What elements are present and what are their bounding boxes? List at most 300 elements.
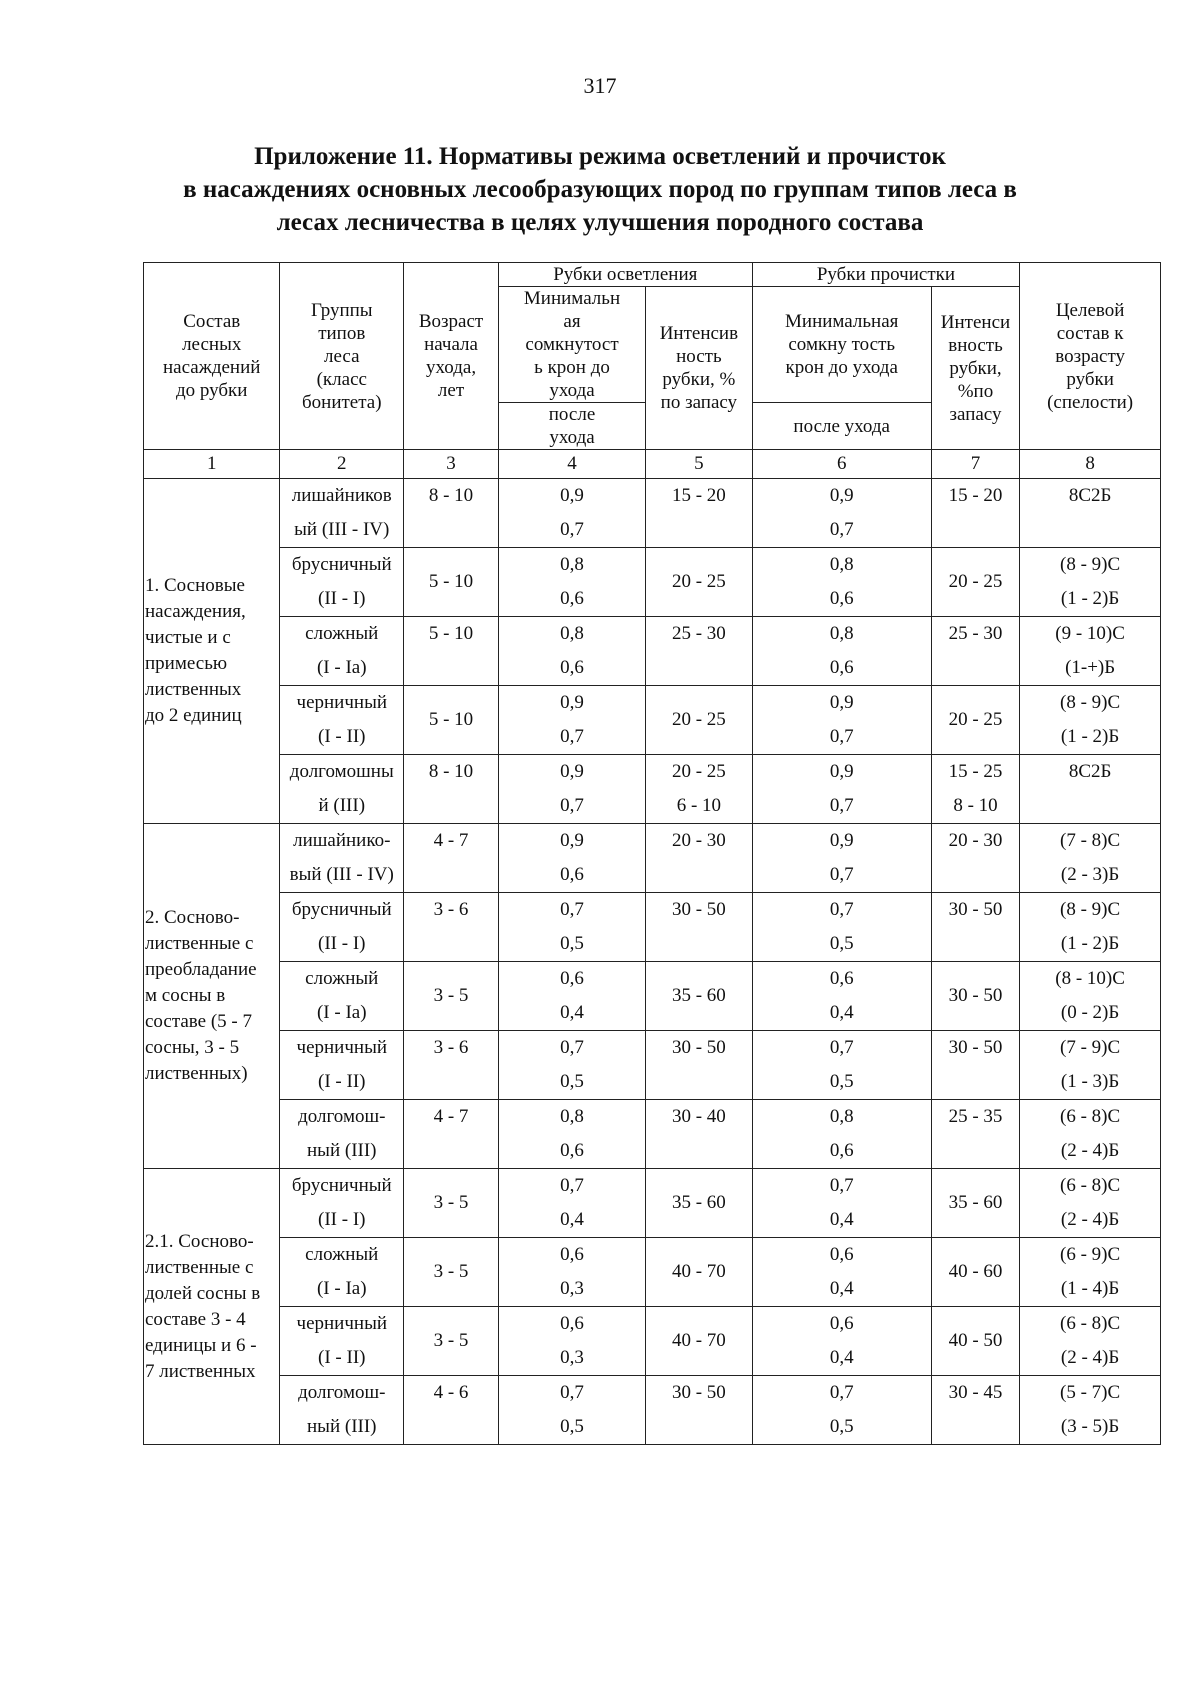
density-before-after-light (498, 755, 645, 824)
group-label-line: чистые и с (145, 627, 231, 648)
density-before-after-clean (752, 479, 931, 548)
density-before-after-light-line: 0,7 (560, 1037, 584, 1058)
target-composition-cell-line (1020, 513, 1160, 547)
age-cell (404, 755, 499, 824)
col-header-density-before-clean: Минимальная сомкну тость крон до ухода (752, 287, 931, 403)
intensity-clean-cell (931, 479, 1019, 548)
title-line: в насаждениях основных лесообразующих пород по группам типов леса в (183, 176, 1017, 203)
target-composition-cell-line: (1 - 4)Б (1060, 1278, 1120, 1299)
age-cell (404, 548, 499, 617)
density-before-after-light-line: 0,9 (560, 485, 584, 506)
col-header-intensity-clean: Интенси вность рубки, %по запасу (931, 287, 1019, 450)
group-label-line: 1. Сосновые (145, 575, 245, 596)
intensity-clean-cell-value: 25 - 30 (948, 623, 1003, 644)
intensity-clean-cell (931, 1031, 1019, 1100)
forest-type-cell-line: (I - Ia) (316, 657, 367, 678)
group-label-line: примесью (145, 653, 228, 674)
intensity-clean-cell-value: 30 - 50 (948, 1037, 1003, 1058)
forest-type-cell (280, 893, 404, 962)
density-before-after-light-line: 0,6 (560, 657, 584, 678)
forest-type-cell-line: долгомошны (289, 761, 394, 782)
target-composition-cell-line: (8 - 9)С (1060, 554, 1121, 575)
table-row (144, 686, 1161, 755)
intensity-light-cell-value: 30 - 50 (671, 899, 726, 920)
document-title (150, 140, 1050, 239)
target-composition-cell (1020, 1307, 1161, 1376)
density-before-after-light-line: 0,9 (560, 761, 584, 782)
target-composition-cell-line: (3 - 5)Б (1060, 1416, 1120, 1437)
col-header-cleaning-cutting: Рубки прочистки (752, 263, 1020, 287)
forest-type-cell-line: ный (III) (307, 1140, 377, 1161)
age-cell-value: 3 - 5 (433, 1330, 469, 1351)
age-cell (404, 1031, 499, 1100)
intensity-clean-cell (931, 1307, 1019, 1376)
forest-type-cell-line: сложный (305, 623, 379, 644)
group-label-line: лиственные с (145, 933, 254, 954)
density-before-after-light-line: 0,9 (560, 830, 584, 851)
density-before-after-light (498, 824, 645, 893)
target-composition-cell-line: (2 - 3)Б (1060, 864, 1120, 885)
target-composition-cell (1020, 617, 1161, 686)
intensity-clean-cell-value: 20 - 25 (948, 709, 1003, 730)
density-before-after-light-line: 0,6 (560, 864, 584, 885)
target-composition-cell-line: (8 - 10)С (1055, 968, 1125, 989)
intensity-clean-cell-value: 40 - 50 (948, 1330, 1003, 1351)
table-row (144, 1307, 1161, 1376)
intensity-light-cell (646, 1100, 753, 1169)
density-before-after-clean (752, 1238, 931, 1307)
intensity-light-cell-value: 40 - 70 (671, 1261, 726, 1282)
density-before-after-clean-line: 0,7 (829, 726, 854, 747)
density-before-after-light-line: 0,6 (560, 1313, 584, 1334)
intensity-light-cell-value: 40 - 70 (671, 1330, 726, 1351)
intensity-clean-cell-line: 15 - 25 (948, 761, 1003, 782)
intensity-clean-cell-value: 30 - 50 (948, 899, 1003, 920)
density-before-after-clean-line: 0,6 (829, 657, 854, 678)
target-composition-cell (1020, 548, 1161, 617)
col-header-density-after-clean: после ухода (752, 403, 931, 450)
target-composition-cell (1020, 824, 1161, 893)
density-before-after-light-line: 0,7 (560, 795, 584, 816)
forest-type-cell (280, 548, 404, 617)
forest-type-cell-line: сложный (305, 1244, 379, 1265)
density-before-after-light-line: 0,7 (560, 1382, 584, 1403)
target-composition-cell-line: (7 - 9)С (1060, 1037, 1121, 1058)
forest-type-cell-line: брусничный (291, 554, 392, 575)
intensity-light-cell (646, 1169, 753, 1238)
forest-type-cell-line: (II - I) (318, 1209, 366, 1230)
age-cell (404, 893, 499, 962)
density-before-after-clean-line: 0,6 (829, 968, 854, 989)
group-label-line: сосны, 3 - 5 (145, 1037, 240, 1058)
density-before-after-clean (752, 1307, 931, 1376)
target-composition-cell (1020, 962, 1161, 1031)
intensity-light-cell (646, 686, 753, 755)
intensity-clean-cell-value: 35 - 60 (948, 1192, 1003, 1213)
group-label-line: 2.1. Сосново- (145, 1230, 254, 1252)
density-before-after-light-line: 0,8 (560, 554, 584, 575)
density-before-after-light-line: 0,5 (560, 1416, 584, 1437)
density-before-after-clean-line: 0,7 (829, 1175, 854, 1196)
forest-type-cell (280, 962, 404, 1031)
table-row (144, 1376, 1161, 1445)
col-number: 1 (144, 450, 280, 479)
age-cell-value: 3 - 6 (433, 899, 469, 920)
target-composition-cell-line: (8 - 9)С (1060, 899, 1121, 920)
forest-type-cell-line: ный (III) (307, 1416, 377, 1437)
col-header-composition: Состав лесных насаждений до рубки (144, 263, 280, 450)
age-cell (404, 1238, 499, 1307)
age-cell (404, 824, 499, 893)
density-before-after-light-line: 0,4 (560, 1002, 584, 1023)
intensity-light-cell-value: 20 - 30 (671, 830, 726, 851)
density-before-after-clean (752, 1169, 931, 1238)
density-before-after-light-line: 0,8 (560, 623, 584, 644)
density-before-after-clean (752, 1100, 931, 1169)
density-before-after-clean (752, 755, 931, 824)
intensity-clean-cell (931, 1238, 1019, 1307)
age-cell-value: 5 - 10 (428, 623, 474, 644)
title-line: лесах лесничества в целях улучшения породного состава (276, 209, 924, 236)
density-before-after-light-line: 0,3 (560, 1347, 584, 1368)
age-cell (404, 479, 499, 548)
col-number: 8 (1020, 450, 1161, 479)
table-row (144, 755, 1161, 824)
intensity-light-cell (646, 1238, 753, 1307)
age-cell (404, 1100, 499, 1169)
col-number: 3 (404, 450, 499, 479)
age-cell (404, 1307, 499, 1376)
intensity-light-cell-value: 30 - 50 (671, 1037, 726, 1058)
forest-type-cell (280, 1238, 404, 1307)
col-header-density-before-light: Минимальн ая сомкнутост ь крон до ухода (498, 287, 645, 403)
col-header-target: Целевой состав к возрасту рубки (спелости) (1020, 263, 1161, 450)
intensity-light-cell-value: 25 - 30 (671, 623, 726, 644)
density-before-after-clean (752, 548, 931, 617)
col-header-forest-type: Группы типов леса (класс бонитета) (280, 263, 404, 450)
density-before-after-clean-line: 0,6 (829, 1313, 854, 1334)
age-cell-value: 4 - 7 (433, 1106, 469, 1127)
forest-type-cell-line: (I - II) (318, 1071, 366, 1092)
target-composition-cell (1020, 1169, 1161, 1238)
forest-type-cell (280, 1031, 404, 1100)
forest-type-cell-line: й (III) (318, 795, 366, 816)
target-composition-cell-line: (7 - 8)С (1060, 830, 1121, 851)
density-before-after-light-line: 0,6 (560, 1244, 584, 1265)
age-cell (404, 1169, 499, 1238)
forest-type-cell (280, 824, 404, 893)
density-before-after-clean-line: 0,4 (829, 1278, 854, 1299)
target-composition-cell (1020, 686, 1161, 755)
age-cell-value: 8 - 10 (428, 485, 474, 506)
intensity-clean-cell (931, 548, 1019, 617)
intensity-light-cell (646, 962, 753, 1031)
col-header-age: Возраст начала ухода, лет (404, 263, 499, 450)
intensity-light-cell-value: 30 - 50 (671, 1382, 726, 1403)
target-composition-cell-line: (5 - 7)С (1060, 1382, 1121, 1403)
intensity-clean-cell (931, 617, 1019, 686)
intensity-clean-cell-value: 20 - 30 (948, 830, 1003, 851)
density-before-after-light (498, 1169, 645, 1238)
density-before-after-light (498, 548, 645, 617)
age-cell-value: 3 - 6 (433, 1037, 469, 1058)
intensity-light-cell-value: 20 - 25 (671, 709, 726, 730)
density-before-after-light-line: 0,5 (560, 933, 584, 954)
norms-table (143, 262, 1161, 1445)
table-body (144, 479, 1161, 1445)
forest-type-cell-line: долгомош- (298, 1382, 386, 1403)
density-before-after-light (498, 617, 645, 686)
density-before-after-light (498, 1307, 645, 1376)
target-composition-cell-line (1020, 789, 1160, 823)
intensity-light-cell-line: 20 - 25 (671, 761, 726, 782)
density-before-after-light (498, 893, 645, 962)
intensity-clean-cell-line: 8 - 10 (953, 795, 998, 816)
density-before-after-clean-line: 0,6 (829, 588, 854, 609)
forest-type-cell-line: лишайнико- (293, 830, 391, 851)
density-before-after-light-line: 0,6 (560, 1140, 584, 1161)
table-row (144, 1238, 1161, 1307)
density-before-after-light (498, 686, 645, 755)
target-composition-cell (1020, 755, 1161, 824)
forest-type-cell (280, 1376, 404, 1445)
intensity-light-cell (646, 824, 753, 893)
group-label-line: м сосны в (145, 985, 226, 1006)
density-before-after-clean-line: 0,4 (829, 1002, 854, 1023)
density-before-after-clean (752, 617, 931, 686)
col-header-light-cutting: Рубки осветления (498, 263, 752, 287)
group-label-line: составе (5 - 7 (145, 1011, 253, 1032)
density-before-after-light-line: 0,6 (560, 588, 584, 609)
age-cell-value: 3 - 5 (433, 1192, 469, 1213)
density-before-after-light-line: 0,7 (560, 899, 584, 920)
intensity-clean-cell (931, 1100, 1019, 1169)
forest-type-cell-line: вый (III - IV) (289, 864, 394, 885)
target-composition-cell-line: (6 - 9)С (1060, 1244, 1121, 1265)
forest-type-cell-line: (II - I) (318, 588, 366, 609)
table-row (144, 1169, 1161, 1238)
age-cell (404, 962, 499, 1031)
age-cell-value: 4 - 6 (433, 1382, 469, 1403)
forest-type-cell-line: брусничный (291, 899, 392, 920)
age-cell-value: 5 - 10 (428, 571, 474, 592)
target-composition-cell-line: (1 - 2)Б (1060, 726, 1120, 747)
group-label-line: насаждения, (145, 601, 246, 622)
table-row (144, 548, 1161, 617)
density-before-after-clean (752, 1031, 931, 1100)
intensity-light-cell-value: 30 - 40 (671, 1106, 726, 1127)
age-cell-value: 8 - 10 (428, 761, 474, 782)
target-composition-cell-line: (0 - 2)Б (1060, 1002, 1120, 1023)
target-composition-cell-line: (6 - 8)С (1060, 1106, 1121, 1127)
age-cell-value: 5 - 10 (428, 709, 474, 730)
target-composition-cell (1020, 1376, 1161, 1445)
group-label-line: до 2 единиц (145, 705, 242, 726)
forest-type-cell (280, 479, 404, 548)
forest-type-cell-line: (I - Ia) (316, 1002, 367, 1023)
density-before-after-clean-line: 0,4 (829, 1209, 854, 1230)
density-before-after-clean-line: 0,9 (829, 692, 854, 713)
intensity-light-cell (646, 617, 753, 686)
intensity-light-cell (646, 1031, 753, 1100)
intensity-light-cell (646, 479, 753, 548)
density-before-after-clean-line: 0,5 (829, 1071, 854, 1092)
intensity-light-cell-value: 35 - 60 (671, 985, 726, 1006)
target-composition-cell-line: 8С2Б (1068, 761, 1112, 782)
intensity-light-cell-value: 35 - 60 (671, 1192, 726, 1213)
intensity-clean-cell (931, 686, 1019, 755)
intensity-light-cell (646, 1376, 753, 1445)
table-row (144, 1031, 1161, 1100)
target-composition-cell (1020, 1100, 1161, 1169)
density-before-after-clean-line: 0,7 (829, 519, 854, 540)
density-before-after-clean-line: 0,7 (829, 864, 854, 885)
table-row (144, 893, 1161, 962)
density-before-after-light-line: 0,7 (560, 726, 584, 747)
forest-type-cell-line: (I - Ia) (316, 1278, 367, 1299)
forest-type-cell-line: ый (III - IV) (294, 519, 390, 540)
forest-type-cell (280, 1307, 404, 1376)
intensity-clean-cell (931, 824, 1019, 893)
density-before-after-light-line: 0,7 (560, 1175, 584, 1196)
forest-type-cell-line: (I - II) (318, 1347, 366, 1368)
intensity-light-cell (646, 548, 753, 617)
table-row (144, 1100, 1161, 1169)
target-composition-cell-line: (1 - 2)Б (1060, 588, 1120, 609)
forest-type-cell-line: черничный (296, 692, 387, 713)
col-header-intensity-light: Интенсив ность рубки, % по запасу (646, 287, 753, 450)
intensity-light-cell-line: 6 - 10 (676, 795, 722, 816)
target-composition-cell (1020, 1238, 1161, 1307)
density-before-after-light-line: 0,6 (560, 968, 584, 989)
density-before-after-light-line: 0,4 (560, 1209, 584, 1230)
density-before-after-clean-line: 0,9 (829, 485, 854, 506)
density-before-after-light-line: 0,3 (560, 1278, 584, 1299)
density-before-after-clean-line: 0,4 (829, 1347, 854, 1368)
group-label-line: составе 3 - 4 (145, 1308, 246, 1330)
density-before-after-clean-line: 0,6 (829, 1244, 854, 1265)
density-before-after-light (498, 1031, 645, 1100)
density-before-after-clean (752, 686, 931, 755)
intensity-clean-cell-value: 30 - 50 (948, 985, 1003, 1006)
intensity-clean-cell (931, 893, 1019, 962)
group-label-line: 7 лиственных (145, 1360, 256, 1382)
col-number: 2 (280, 450, 404, 479)
target-composition-cell (1020, 479, 1161, 548)
intensity-light-cell (646, 1307, 753, 1376)
density-before-after-light (498, 1238, 645, 1307)
forest-type-cell-line: лишайников (291, 485, 392, 506)
density-before-after-clean-line: 0,5 (829, 1416, 854, 1437)
target-composition-cell-line: (8 - 9)С (1060, 692, 1121, 713)
density-before-after-clean-line: 0,6 (829, 1140, 854, 1161)
intensity-light-cell (646, 755, 753, 824)
target-composition-cell-line: (9 - 10)С (1055, 623, 1125, 644)
forest-type-cell (280, 1169, 404, 1238)
table-row (144, 479, 1161, 548)
density-before-after-light (498, 1376, 645, 1445)
density-before-after-light (498, 962, 645, 1031)
age-cell (404, 1376, 499, 1445)
group-label-line: единицы и 6 - (145, 1334, 257, 1356)
intensity-clean-cell-value: 20 - 25 (948, 571, 1003, 592)
density-before-after-clean-line: 0,7 (829, 899, 854, 920)
table-row (144, 962, 1161, 1031)
page-number: 317 (583, 73, 617, 98)
intensity-clean-cell (931, 1169, 1019, 1238)
group-label-line: лиственных) (145, 1063, 248, 1084)
forest-type-cell-line: долгомош- (298, 1106, 386, 1127)
density-before-after-clean-line: 0,7 (829, 795, 854, 816)
forest-type-cell-line: черничный (296, 1313, 387, 1334)
age-cell (404, 686, 499, 755)
age-cell-value: 4 - 7 (433, 830, 469, 851)
forest-type-cell-line: (II - I) (318, 933, 366, 954)
forest-type-cell (280, 755, 404, 824)
forest-type-cell (280, 686, 404, 755)
group-label-line: лиственные с (145, 1256, 254, 1278)
density-before-after-clean (752, 962, 931, 1031)
intensity-clean-cell-value: 30 - 45 (948, 1382, 1003, 1403)
age-cell-value: 3 - 5 (433, 985, 469, 1006)
target-composition-cell (1020, 1031, 1161, 1100)
group-label-cell (144, 479, 280, 824)
age-cell (404, 617, 499, 686)
group-label-line: 2. Сосново- (145, 907, 240, 928)
intensity-light-cell (646, 893, 753, 962)
target-composition-cell-line: (2 - 4)Б (1060, 1347, 1120, 1368)
density-before-after-clean-line: 0,9 (829, 830, 854, 851)
group-label-cell (144, 824, 280, 1169)
target-composition-cell-line: (2 - 4)Б (1060, 1209, 1120, 1230)
density-before-after-clean-line: 0,7 (829, 1037, 854, 1058)
density-before-after-clean-line: 0,7 (829, 1382, 854, 1403)
title-line: Приложение 11. Нормативы режима осветлений и прочисток (254, 143, 946, 170)
target-composition-cell-line: (6 - 8)С (1060, 1313, 1121, 1334)
age-cell-value: 3 - 5 (433, 1261, 469, 1282)
density-before-after-light-line: 0,8 (560, 1106, 584, 1127)
density-before-after-light (498, 1100, 645, 1169)
group-label-cell (144, 1169, 280, 1445)
col-number: 7 (931, 450, 1019, 479)
target-composition-cell-line: (1-+)Б (1065, 657, 1116, 678)
density-before-after-light-line: 0,9 (560, 692, 584, 713)
density-before-after-clean (752, 824, 931, 893)
target-composition-cell (1020, 893, 1161, 962)
target-composition-cell-line: (6 - 8)С (1060, 1175, 1121, 1196)
forest-type-cell-line: черничный (296, 1037, 387, 1058)
col-number: 5 (646, 450, 753, 479)
intensity-light-cell-value: 15 - 20 (671, 485, 726, 506)
target-composition-cell-line: (1 - 2)Б (1060, 933, 1120, 954)
density-before-after-clean-line: 0,8 (829, 623, 854, 644)
intensity-light-cell-value: 20 - 25 (671, 571, 726, 592)
target-composition-cell-line: 8С2Б (1068, 485, 1112, 506)
intensity-clean-cell-value: 25 - 35 (948, 1106, 1003, 1127)
density-before-after-clean (752, 1376, 931, 1445)
density-before-after-clean-line: 0,8 (829, 1106, 854, 1127)
forest-type-cell (280, 1100, 404, 1169)
forest-type-cell-line: (I - II) (318, 726, 366, 747)
density-before-after-clean-line: 0,9 (829, 761, 854, 782)
table-row (144, 824, 1161, 893)
forest-type-cell-line: сложный (305, 968, 379, 989)
col-number: 4 (498, 450, 645, 479)
intensity-clean-cell (931, 962, 1019, 1031)
intensity-clean-cell (931, 755, 1019, 824)
col-header-density-after-light: после ухода (498, 403, 645, 450)
density-before-after-clean-line: 0,8 (829, 554, 854, 575)
